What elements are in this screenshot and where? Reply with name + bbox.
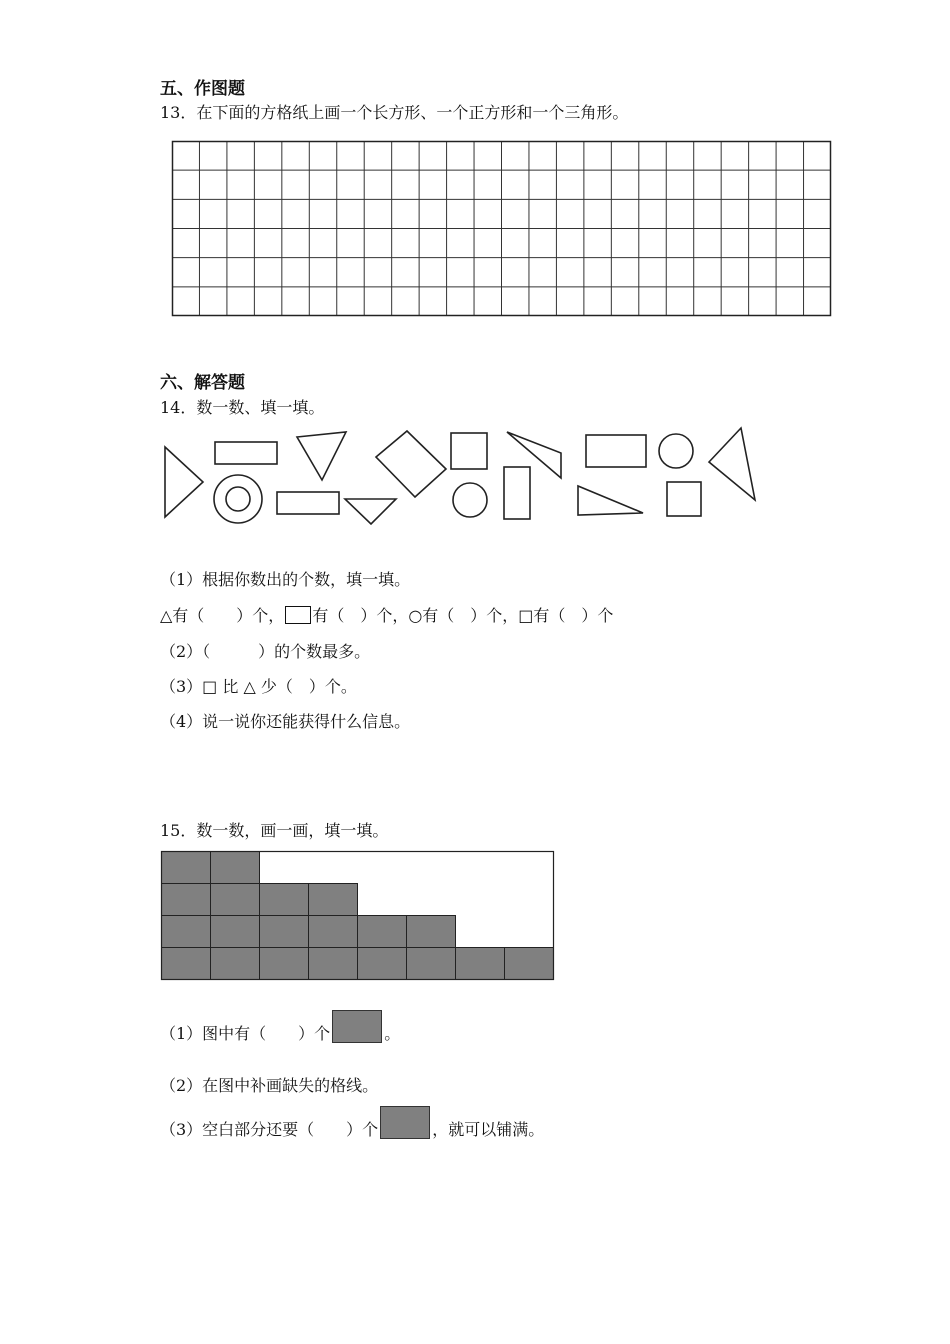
rectangle-shape [277, 492, 339, 514]
gray-tile [211, 884, 260, 916]
gray-tile [358, 916, 407, 948]
q15-part-3: （3）空白部分还要（ ）个 ，就可以铺满。 [160, 1106, 544, 1140]
question-13: 13．在下面的方格纸上画一个长方形、一个正方形和一个三角形。 [160, 103, 629, 122]
rectangle-icon [285, 606, 311, 624]
triangle-shape [709, 428, 755, 500]
section-6-heading: 六、解答题 [160, 373, 245, 393]
question-15: 15．数一数，画一画，填一填。 [160, 821, 389, 840]
ring-outer-shape [214, 475, 262, 523]
gray-tile-icon [380, 1106, 430, 1139]
q14-part-1: （1）根据你数出的个数，填一填。 [160, 570, 411, 589]
gray-tile [407, 948, 456, 980]
q15-part-2: （2）在图中补画缺失的格线。 [160, 1076, 379, 1095]
tile-figure[interactable] [161, 851, 555, 981]
triangle-shape [165, 447, 203, 517]
question-14: 14．数一数、填一填。 [160, 398, 325, 417]
rectangle-shape [504, 467, 530, 519]
gray-tile [211, 916, 260, 948]
q15-part-1: （1）图中有（ ）个 。 [160, 1010, 400, 1044]
triangle-shape [578, 486, 643, 515]
gray-tile [358, 948, 407, 980]
gray-tile [211, 948, 260, 980]
rectangle-shape [586, 435, 646, 467]
gray-tile [162, 948, 211, 980]
q14-fill-line [160, 603, 613, 626]
fill-rectangle: 有（ ）个， [312, 606, 409, 625]
gray-tile [456, 948, 505, 980]
ring-inner-shape [226, 487, 250, 511]
gray-tile [309, 948, 358, 980]
grid-paper[interactable] [172, 141, 832, 317]
q14-part-4: （4）说一说你还能获得什么信息。 [160, 712, 411, 731]
triangle-shape [297, 432, 346, 480]
fill-square: □有（ ）个 [518, 606, 614, 625]
triangle-shape [507, 432, 561, 478]
rectangle-shape [376, 431, 446, 497]
circle-shape [453, 483, 487, 517]
gray-tile [505, 948, 554, 980]
q14-part-3: （3）□ 比 △ 少（ ）个。 [160, 677, 357, 696]
square-shape [451, 433, 487, 469]
gray-tile [162, 916, 211, 948]
gray-tile [162, 884, 211, 916]
circle-shape [659, 434, 693, 468]
gray-tile [309, 884, 358, 916]
gray-tile [309, 916, 358, 948]
gray-tile [260, 948, 309, 980]
gray-tile-icon [332, 1010, 382, 1043]
q14-part-2: （2）（ ）的个数最多。 [160, 642, 371, 661]
gray-tile [260, 884, 309, 916]
triangle-shape [345, 499, 396, 524]
gray-tile [260, 916, 309, 948]
gray-tile [211, 852, 260, 884]
rectangle-shape [215, 442, 277, 464]
gray-tile [162, 852, 211, 884]
gray-tile [407, 916, 456, 948]
shapes-figure [150, 425, 770, 530]
section-5-heading: 五、作图题 [160, 79, 245, 99]
fill-triangle: △有（ ）个， [160, 606, 285, 625]
square-shape [667, 482, 701, 516]
fill-circle: ○有（ ）个， [408, 606, 519, 625]
